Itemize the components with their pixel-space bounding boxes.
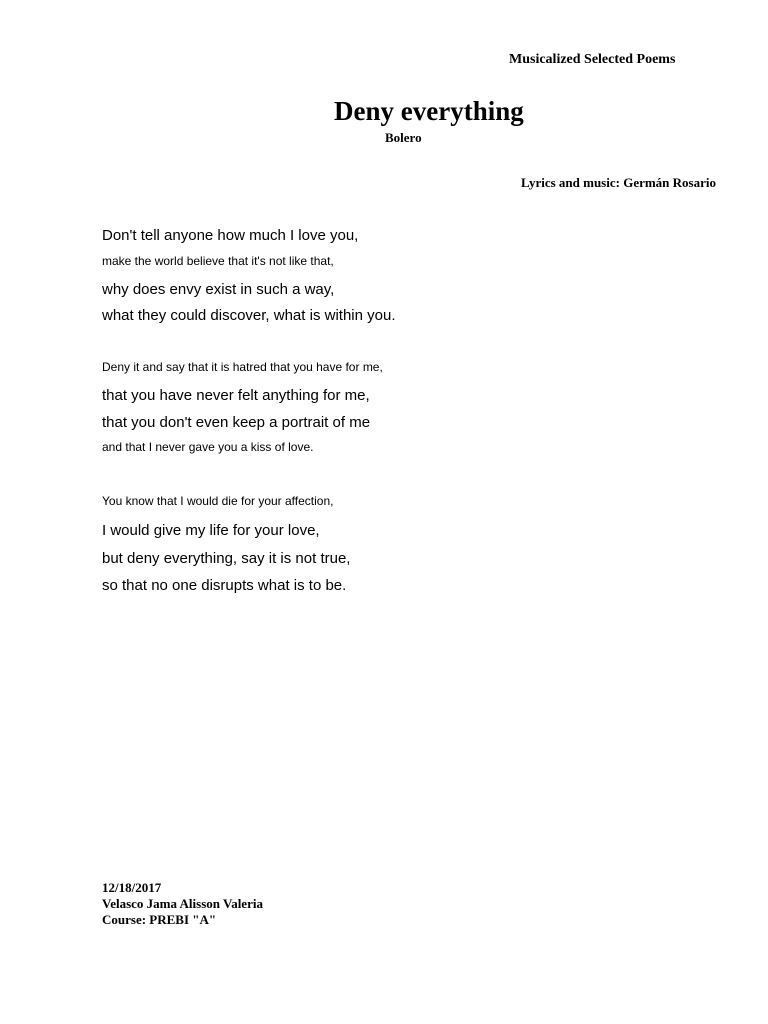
collection-title: Musicalized Selected Poems bbox=[509, 52, 676, 67]
document-footer bbox=[102, 880, 263, 928]
lyric-line: why does envy exist in such a way, bbox=[102, 281, 335, 298]
lyric-line: I would give my life for your love, bbox=[102, 522, 320, 539]
song-genre: Bolero bbox=[385, 130, 422, 145]
lyric-line: make the world believe that it's not like that, bbox=[102, 254, 334, 268]
lyric-line: what they could discover, what is within you. bbox=[102, 307, 396, 324]
lyric-line: Deny it and say that it is hatred that you have for me, bbox=[102, 360, 383, 374]
song-title: Deny everything bbox=[334, 96, 524, 126]
song-credits: Lyrics and music: Germán Rosario bbox=[521, 175, 716, 190]
lyric-line: but deny everything, say it is not true, bbox=[102, 550, 351, 567]
lyric-line: so that no one disrupts what is to be. bbox=[102, 577, 347, 594]
footer-course: Course: PREBI "A" bbox=[102, 912, 217, 927]
lyric-line: You know that I would die for your affection, bbox=[102, 494, 334, 508]
lyric-line: that you have never felt anything for me, bbox=[102, 387, 370, 404]
footer-author: Velasco Jama Alisson Valeria bbox=[102, 896, 263, 911]
lyric-line: that you don't even keep a portrait of me bbox=[102, 414, 371, 431]
footer-date: 12/18/2017 bbox=[102, 880, 162, 895]
lyric-line: Don't tell anyone how much I love you, bbox=[102, 227, 359, 244]
lyric-line: and that I never gave you a kiss of love. bbox=[102, 440, 314, 454]
